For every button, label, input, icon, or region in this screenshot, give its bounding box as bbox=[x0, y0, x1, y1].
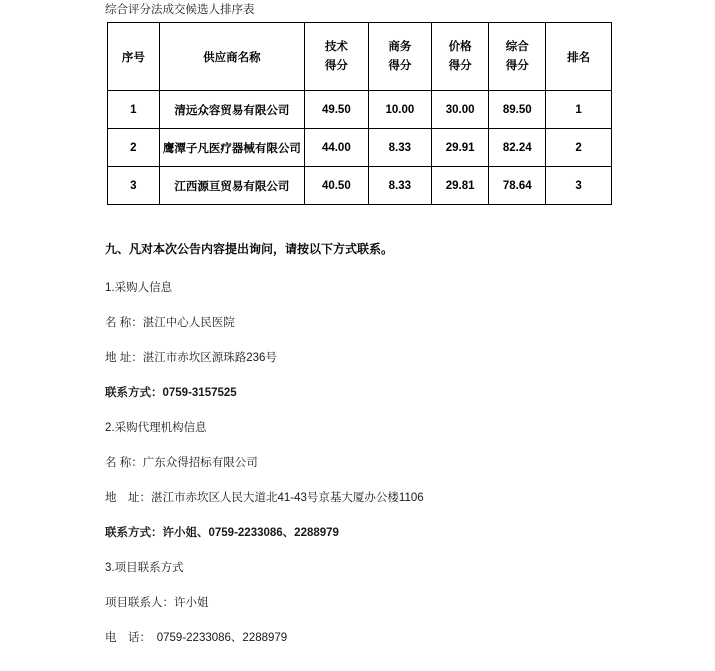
cell-total: 89.50 bbox=[489, 91, 546, 129]
paragraph-agency-contact: 联系方式：许小姐、0759-2233086、2288979 bbox=[105, 527, 339, 539]
table-header-row bbox=[108, 23, 612, 91]
column-header-supplier: 供应商名称 bbox=[159, 23, 304, 91]
cell-total: 82.24 bbox=[489, 129, 546, 167]
column-header-price-line1: 价格 bbox=[448, 40, 472, 53]
paragraph-purchaser-contact: 联系方式：0759-3157525 bbox=[105, 387, 237, 399]
cell-tech: 44.00 bbox=[305, 129, 369, 167]
column-header-total bbox=[489, 23, 546, 91]
cell-tech: 49.50 bbox=[305, 91, 369, 129]
cell-seq: 2 bbox=[108, 129, 160, 167]
column-header-tech-line1: 技术 bbox=[324, 40, 348, 53]
cell-rank: 3 bbox=[546, 167, 612, 205]
column-header-business-line1: 商务 bbox=[388, 40, 412, 53]
cell-supplier: 江西源亘贸易有限公司 bbox=[159, 167, 304, 205]
column-header-tech bbox=[305, 23, 369, 91]
cell-price: 30.00 bbox=[432, 91, 489, 129]
paragraph-agency-address: 地 址：湛江市赤坎区人民大道北41-43号京基大厦办公楼1106 bbox=[105, 492, 424, 504]
column-header-business bbox=[368, 23, 432, 91]
column-header-total-line2: 得分 bbox=[505, 59, 529, 72]
cell-seq: 3 bbox=[108, 167, 160, 205]
column-header-price bbox=[432, 23, 489, 91]
paragraph-purchaser-address: 地 址：湛江市赤坎区源珠路236号 bbox=[105, 352, 277, 364]
paragraph-purchaser-name: 名 称：湛江中心人民医院 bbox=[105, 317, 235, 329]
paragraph-project-contact-title: 3.项目联系方式 bbox=[105, 562, 184, 574]
paragraph-project-contact-phone: 电 话： 0759-2233086、2288979 bbox=[105, 632, 288, 644]
table-row bbox=[108, 129, 612, 167]
cell-business: 8.33 bbox=[368, 129, 432, 167]
section-heading: 九、凡对本次公告内容提出询问，请按以下方式联系。 bbox=[105, 242, 394, 256]
cell-business: 10.00 bbox=[368, 91, 432, 129]
cell-rank: 2 bbox=[546, 129, 612, 167]
cell-business: 8.33 bbox=[368, 167, 432, 205]
paragraph-purchaser-info-title: 1.采购人信息 bbox=[105, 282, 173, 294]
column-header-business-line2: 得分 bbox=[388, 59, 412, 72]
cell-seq: 1 bbox=[108, 91, 160, 129]
column-header-price-line2: 得分 bbox=[448, 59, 472, 72]
table-body bbox=[108, 91, 612, 205]
table-header bbox=[108, 23, 612, 91]
column-header-seq: 序号 bbox=[108, 23, 160, 91]
table-caption: 综合评分法成交候选人排序表 bbox=[105, 4, 255, 16]
column-header-rank: 排名 bbox=[546, 23, 612, 91]
cell-total: 78.64 bbox=[489, 167, 546, 205]
score-table bbox=[107, 22, 612, 205]
paragraph-agency-info-title: 2.采购代理机构信息 bbox=[105, 422, 207, 434]
cell-tech: 40.50 bbox=[305, 167, 369, 205]
column-header-tech-line2: 得分 bbox=[324, 59, 348, 72]
cell-price: 29.81 bbox=[432, 167, 489, 205]
table-row bbox=[108, 167, 612, 205]
cell-rank: 1 bbox=[546, 91, 612, 129]
contact-section bbox=[105, 240, 685, 665]
column-header-total-line1: 综合 bbox=[505, 40, 529, 53]
paragraph-agency-name: 名 称：广东众得招标有限公司 bbox=[105, 457, 258, 469]
cell-supplier: 鹰潭子凡医疗器械有限公司 bbox=[159, 129, 304, 167]
cell-supplier: 清远众容贸易有限公司 bbox=[159, 91, 304, 129]
table-row bbox=[108, 91, 612, 129]
paragraph-project-contact-person: 项目联系人：许小姐 bbox=[105, 597, 209, 609]
cell-price: 29.91 bbox=[432, 129, 489, 167]
